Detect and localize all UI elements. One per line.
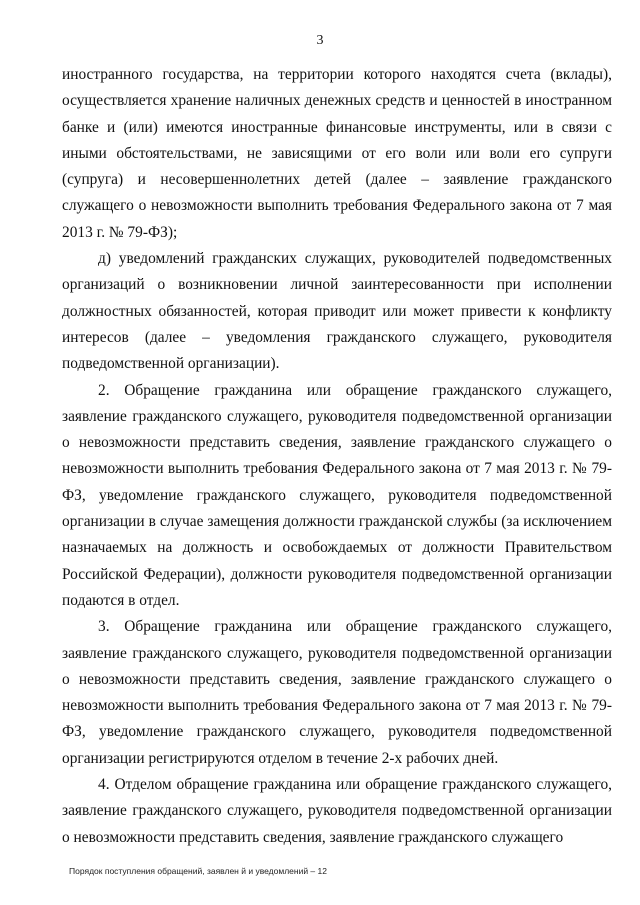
paragraph-continuation: иностранного государства, на территории которого находятся счета (вклады), осуществляется хранение наличных денежных средств и ценностей в иностранном банке и (или) имеются иностранные финансовые инструменты, или в связи с иными обстоятельствами, не зависящими от его воли или воли его супруги (супруга) и несовершеннолетних детей (далее – заявление гражданского служащего о невозможности выполнить требования Федерального закона от 7 мая 2013 г. № 79-ФЗ); (62, 66, 612, 241)
page-footer: Порядок поступления обращений, заявлен й и уведомлений – 12 (69, 866, 327, 876)
paragraph-item-d: д) уведомлений гражданских служащих, руководителей подведомственных организаций о возникновении личной заинтересованности при исполнении должностных обязанностей, которая приводит или может привести к конфликту интересов (далее – уведомления гражданского служащего, руководителя подведомственной организации). (62, 250, 612, 373)
paragraph-3: 3. Обращение гражданина или обращение гражданского служащего, заявление гражданского служащего, руководителя подведомственной организации о невозможности представить сведения, заявление гражданского служащего о невозможности выполнить требования Федерального закона от 7 мая 2013 г. № 79-ФЗ, уведомление гражданского служащего, руководителя подведомственной организации регистрируются отделом в течение 2-х рабочих дней. (62, 618, 612, 767)
document-body (62, 62, 612, 851)
paragraph-4: 4. Отделом обращение гражданина или обращение гражданского служащего, заявление гражданского служащего, руководителя подведомственной организации о невозможности представить сведения, заявление гражданского служащего (62, 776, 612, 846)
paragraph-2: 2. Обращение гражданина или обращение гражданского служащего, заявление гражданского служащего, руководителя подведомственной организации о невозможности представить сведения, заявление гражданского служащего о невозможности выполнить требования Федерального закона от 7 мая 2013 г. № 79-ФЗ, уведомление гражданского служащего, руководителя подведомственной организации в случае замещения должности гражданской службы (за исключением назначаемых на должность и освобождаемых от должности Правительством Российской Федерации), должности руководителя подведомственной организации подаются в отдел. (62, 381, 612, 609)
page-number: 3 (316, 33, 324, 48)
